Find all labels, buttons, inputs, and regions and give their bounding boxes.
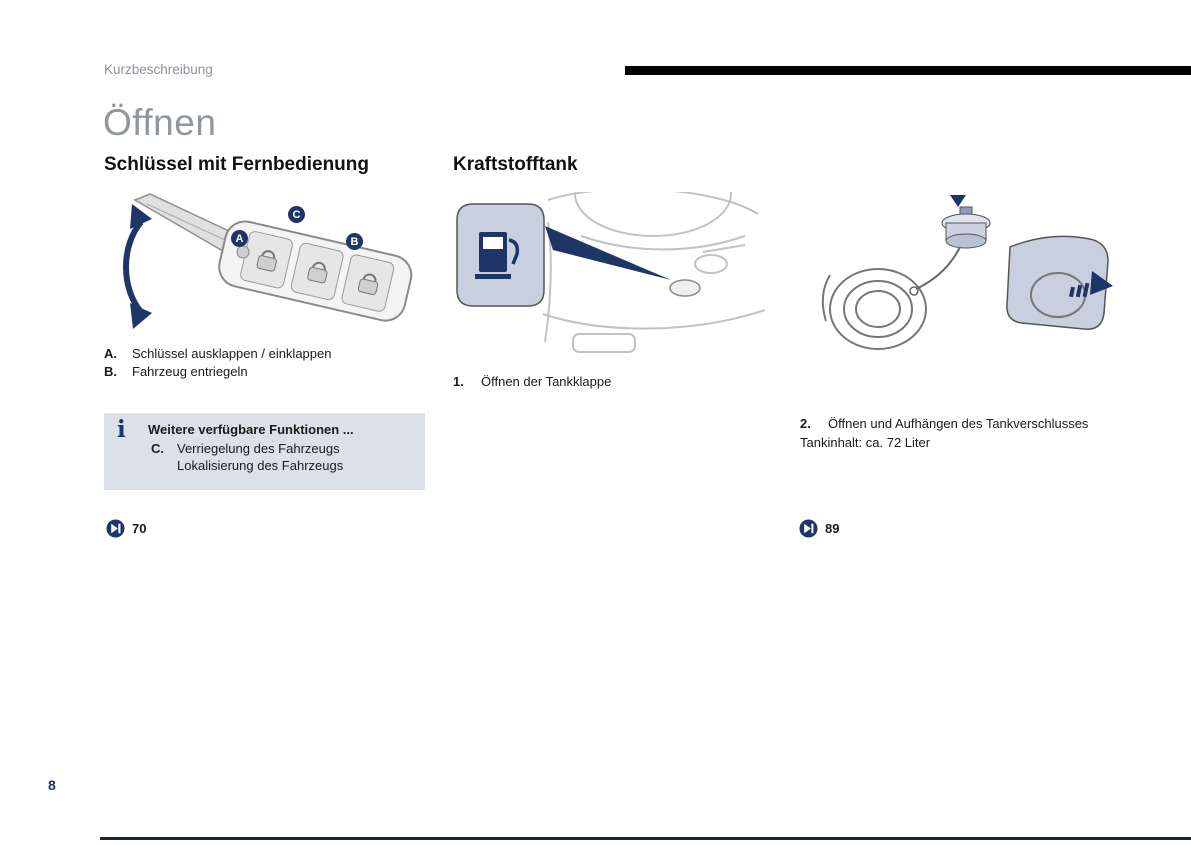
page-ref-icon (799, 519, 818, 538)
caption-key-a-label: A. (104, 346, 117, 361)
key-badge-c: C (288, 206, 305, 223)
page-ref-89-number: 89 (825, 521, 840, 536)
page-ref-70-number: 70 (132, 521, 147, 536)
page-title: Öffnen (103, 102, 217, 143)
key-remote-illustration (105, 190, 425, 340)
section-heading-fuel: Kraftstofftank (453, 154, 578, 175)
dashboard-illustration (453, 192, 773, 364)
page-ref-70 (106, 519, 146, 538)
caption-fuel-step2-label: 2. (800, 416, 811, 431)
caption-fuel-step1 (453, 374, 611, 389)
page-ref-icon (106, 519, 125, 538)
footer-rule (100, 837, 1191, 840)
page-ref-89 (799, 519, 839, 538)
caption-key-b-label: B. (104, 364, 117, 379)
fuel-cap-drawing (800, 195, 1115, 365)
info-box-item-c-text: Verriegelung des Fahrzeugs (177, 441, 340, 456)
fuel-cap-illustration (800, 195, 1115, 365)
header-rule-bar (625, 66, 1191, 75)
key-badge-b: B (346, 233, 363, 250)
info-box (104, 413, 425, 490)
caption-fuel-step1-text: Öffnen der Tankklappe (481, 374, 612, 389)
key-drawing (105, 190, 425, 340)
caption-key-b (104, 364, 248, 379)
key-badge-a: A (231, 230, 248, 247)
info-box-item-2-text: Lokalisierung des Fahrzeugs (177, 458, 344, 473)
caption-key-b-text: Fahrzeug entriegeln (132, 364, 248, 379)
fuel-capacity-text: Tankinhalt: ca. 72 Liter (800, 435, 931, 450)
info-icon: i (117, 416, 126, 443)
caption-fuel-step2-text: Öffnen und Aufhängen des Tankverschlusses (828, 416, 1089, 431)
caption-fuel-step2 (800, 416, 1088, 431)
caption-key-a-text: Schlüssel ausklappen / einklappen (132, 346, 332, 361)
breadcrumb: Kurzbeschreibung (104, 62, 213, 77)
section-heading-key: Schlüssel mit Fernbedienung (104, 154, 369, 175)
page-number: 8 (48, 777, 56, 793)
info-box-item-c-label: C. (151, 441, 164, 456)
caption-key-a (104, 346, 331, 361)
caption-fuel-step1-label: 1. (453, 374, 464, 389)
info-box-title: Weitere verfügbare Funktionen ... (148, 422, 354, 437)
dashboard-drawing (453, 192, 773, 364)
info-box-item-c (151, 441, 340, 456)
